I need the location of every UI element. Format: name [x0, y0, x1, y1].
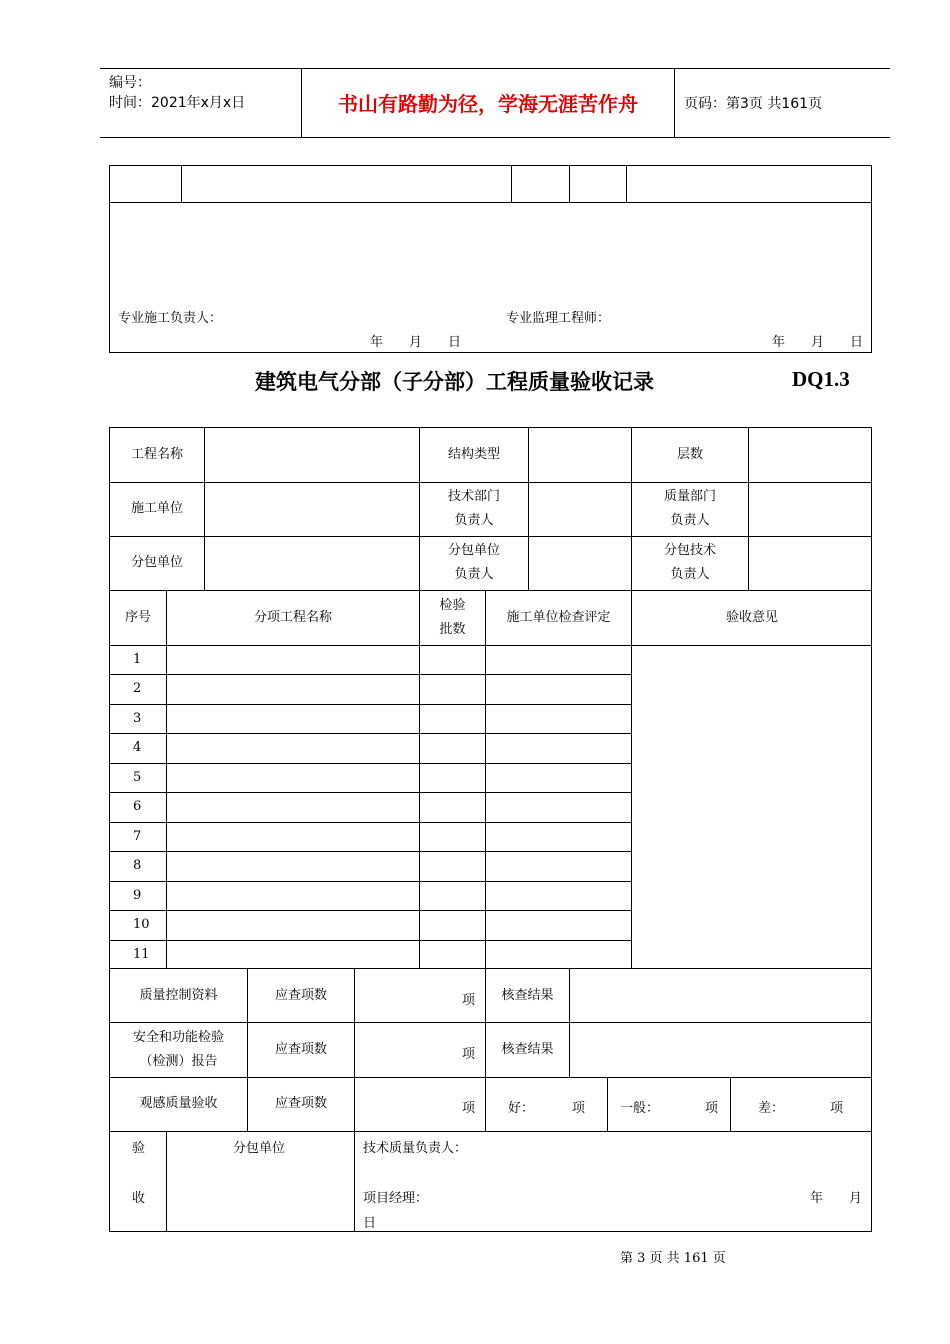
row-number: 10 — [133, 917, 150, 932]
top-table-col — [569, 165, 570, 202]
item-unit: 项 — [830, 1101, 844, 1116]
row-number: 2 — [133, 681, 142, 696]
time-label: 时间：2021年x月x日 — [109, 95, 246, 111]
col-batch-header: 检验 批数 — [439, 598, 466, 637]
top-table-col — [511, 165, 512, 202]
contractor-label: 施工单位 — [130, 501, 183, 516]
floors-label: 层数 — [676, 447, 703, 462]
row-line — [109, 1131, 872, 1132]
row-number: 1 — [133, 652, 142, 667]
tech-dept-label: 技术部门 负责人 — [447, 489, 500, 528]
check-result-label: 核查结果 — [501, 1042, 554, 1057]
quality-dept-label: 质量部门 负责人 — [663, 489, 716, 528]
col-line — [419, 590, 420, 968]
col-name-header: 分项工程名称 — [253, 610, 332, 625]
number-label: 编号： — [109, 75, 151, 91]
col-line — [485, 590, 486, 968]
col-line — [631, 590, 632, 968]
row-line — [109, 536, 872, 537]
col-eval-header: 施工单位检查评定 — [506, 610, 611, 625]
top-table — [109, 165, 872, 353]
should-check-label: 应查项数 — [274, 1042, 327, 1057]
row-line — [109, 881, 632, 882]
page-header — [100, 68, 890, 138]
row-number: 6 — [133, 799, 142, 814]
acceptance-label-2: 收 — [132, 1191, 146, 1206]
row-number: 5 — [133, 770, 142, 785]
supervisor-label: 专业监理工程师： — [506, 311, 611, 326]
col-line — [748, 427, 749, 590]
appearance-label: 观感质量验收 — [139, 1096, 218, 1111]
quality-docs-label: 质量控制资料 — [139, 988, 218, 1003]
document-code: DQ1.3 — [792, 367, 850, 391]
top-table-col — [626, 165, 627, 202]
item-unit: 项 — [462, 1047, 476, 1062]
acceptance-day: 日 — [363, 1216, 377, 1231]
row-line — [109, 792, 632, 793]
construction-lead-label: 专业施工负责人： — [118, 311, 223, 326]
row-number: 3 — [133, 711, 142, 726]
item-unit: 项 — [462, 1101, 476, 1116]
acceptance-label-1: 验 — [132, 1141, 146, 1156]
item-unit: 项 — [705, 1101, 719, 1116]
row-line — [109, 822, 632, 823]
row-line — [109, 763, 632, 764]
row-line — [109, 645, 872, 646]
acceptance-subcontractor-label: 分包单位 — [233, 1141, 286, 1156]
document-title: 建筑电气分部（子分部）工程质量验收记录 — [255, 370, 654, 394]
general-label: 一般： — [620, 1101, 660, 1116]
row-line — [109, 1022, 872, 1023]
poor-label: 差： — [758, 1101, 785, 1116]
check-result-label: 核查结果 — [501, 988, 554, 1003]
row-number: 9 — [133, 888, 142, 903]
col-line — [607, 1077, 608, 1131]
header-meta — [100, 69, 302, 137]
sub-lead-label: 分包单位 负责人 — [447, 543, 500, 582]
row-line — [109, 910, 632, 911]
acceptance-year-month: 年 月 — [810, 1191, 863, 1206]
col-no-header: 序号 — [124, 610, 151, 625]
col-line — [166, 1131, 167, 1232]
safety-report-label: 安全和功能检验 （检测）报告 — [132, 1030, 224, 1069]
should-check-label: 应查项数 — [274, 1096, 327, 1111]
date-right: 年 月 日 — [772, 335, 864, 350]
row-line — [109, 704, 632, 705]
row-line — [109, 940, 632, 941]
row-line — [109, 674, 632, 675]
tech-quality-lead-label: 技术质量负责人： — [363, 1141, 468, 1156]
header-slogan: 书山有路勤为径，学海无涯苦作舟 — [302, 69, 675, 137]
row-number: 8 — [133, 858, 142, 873]
col-line — [204, 427, 205, 590]
item-unit: 项 — [572, 1101, 586, 1116]
sub-tech-label: 分包技术 负责人 — [663, 543, 716, 582]
row-line — [109, 482, 872, 483]
row-line — [109, 733, 632, 734]
col-line — [166, 590, 167, 968]
row-number: 4 — [133, 740, 142, 755]
good-label: 好： — [508, 1101, 535, 1116]
col-line — [354, 968, 355, 1232]
top-table-col — [181, 165, 182, 202]
row-line — [109, 590, 872, 591]
item-unit: 项 — [462, 993, 476, 1008]
row-line — [109, 968, 872, 969]
header-page-info: 页码：第3页 共161页 — [684, 96, 823, 112]
project-name-label: 工程名称 — [130, 447, 183, 462]
subcontractor-label: 分包单位 — [130, 555, 183, 570]
project-manager-label: 项目经理： — [363, 1191, 429, 1206]
top-table-divider — [109, 202, 872, 203]
should-check-label: 应查项数 — [274, 988, 327, 1003]
structure-type-label: 结构类型 — [447, 447, 500, 462]
row-line — [109, 1077, 872, 1078]
col-line — [730, 1077, 731, 1131]
col-line — [528, 427, 529, 590]
row-number: 7 — [133, 829, 142, 844]
page-footer: 第 3 页 共 161 页 — [620, 1251, 726, 1266]
col-line — [569, 968, 570, 1077]
row-number: 11 — [133, 947, 150, 962]
date-left: 年 月 日 — [370, 335, 462, 350]
row-line — [109, 851, 632, 852]
col-opinion-header: 验收意见 — [725, 610, 778, 625]
